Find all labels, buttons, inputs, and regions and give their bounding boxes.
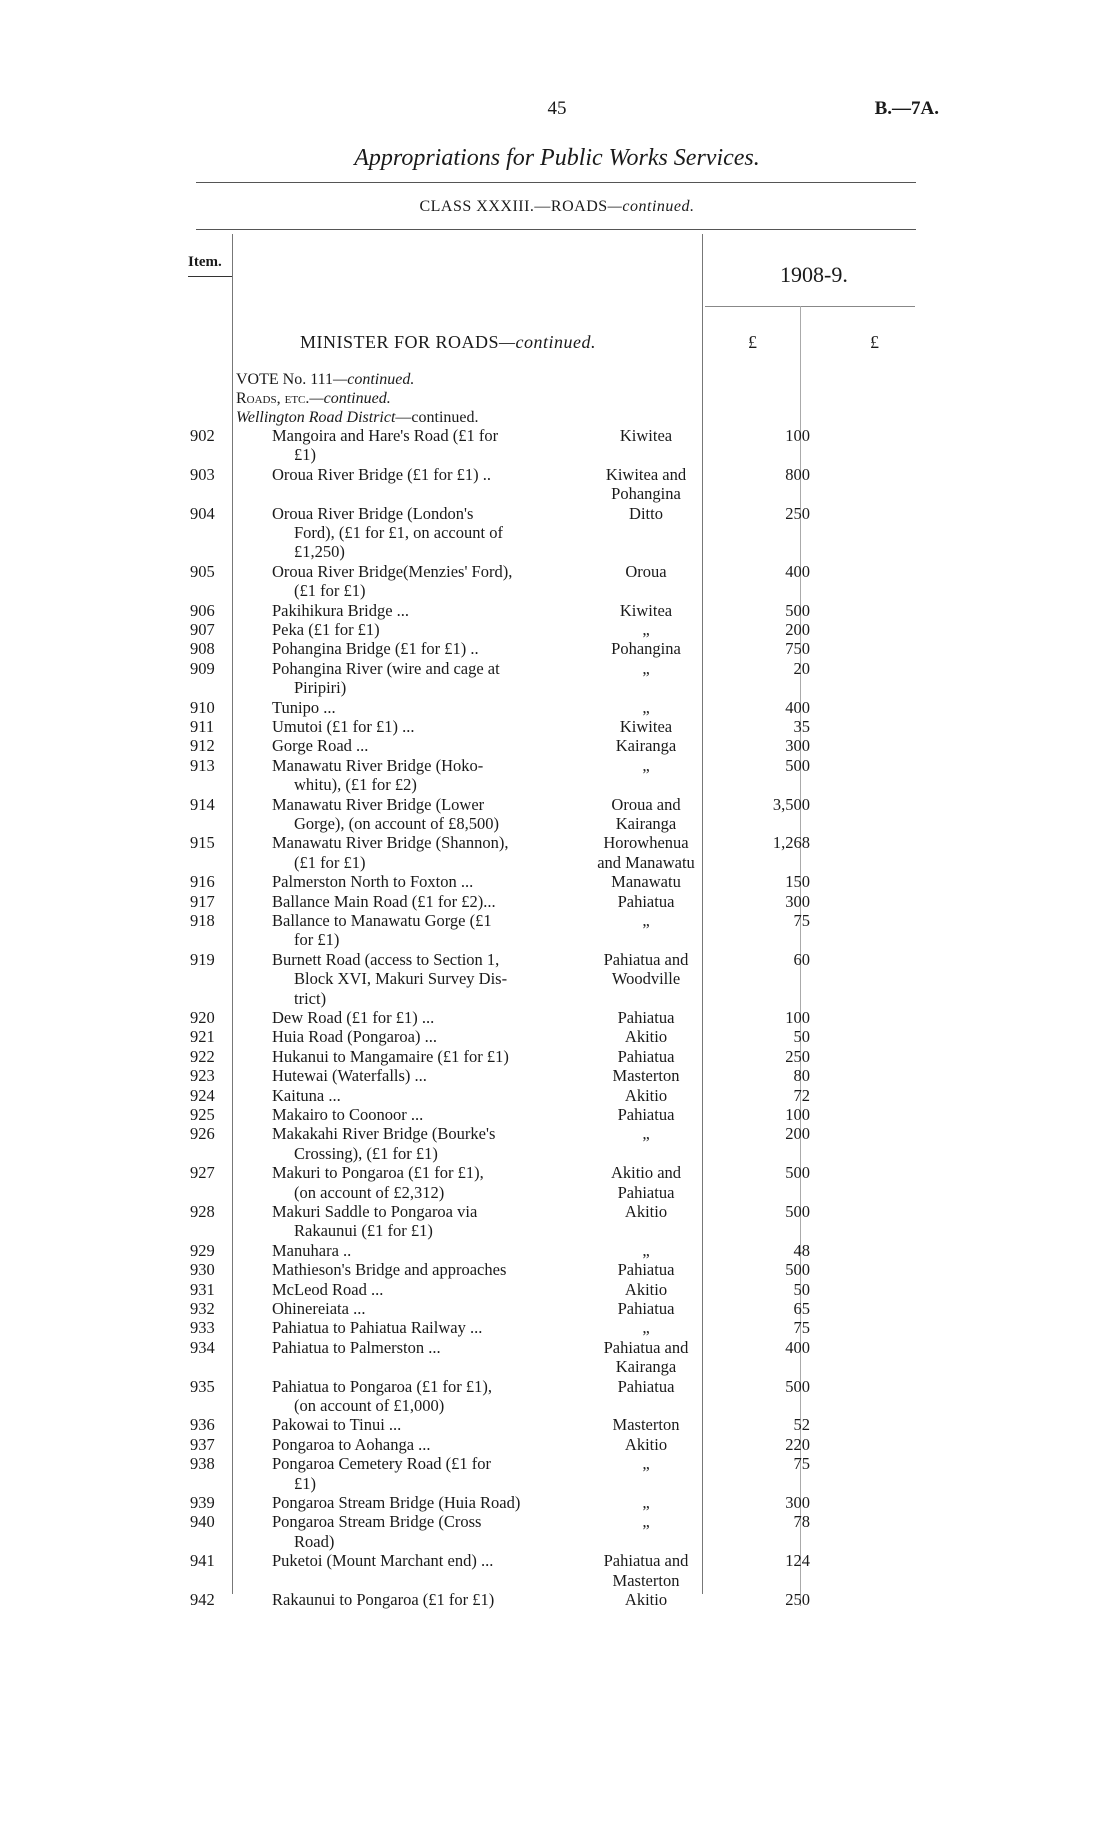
district-name — [586, 1318, 706, 1337]
district-name — [586, 756, 706, 775]
amount-value: 500 — [785, 1260, 810, 1280]
pound-symbol-amount: £ — [748, 332, 757, 352]
item-number: 917 — [190, 891, 215, 911]
district-name — [586, 1260, 706, 1279]
description-line: trict) — [294, 988, 327, 1008]
item-description — [272, 659, 578, 698]
item-number: 922 — [190, 1046, 215, 1066]
description-line: Pakowai to Tinui ... — [272, 1415, 402, 1435]
item-description — [272, 601, 578, 620]
vote-line — [236, 370, 479, 389]
item-number: 933 — [190, 1318, 215, 1338]
item-number: 909 — [190, 658, 215, 678]
district-name — [586, 1047, 706, 1066]
class-rule — [196, 229, 916, 230]
district-name — [586, 1415, 706, 1434]
description-line: Crossing), (£1 for £1) — [294, 1143, 438, 1163]
item-description — [272, 1377, 578, 1416]
item-number: 934 — [190, 1337, 215, 1357]
item-number: 912 — [190, 736, 215, 756]
item-number: 939 — [190, 1493, 215, 1512]
item-number: 938 — [190, 1454, 215, 1474]
amount-value: 500 — [785, 600, 810, 620]
amount-value: 250 — [785, 1046, 810, 1066]
description-line: Burnett Road (access to Section 1, — [272, 949, 500, 969]
description-line: (on account of £2,312) — [294, 1182, 445, 1202]
item-number: 918 — [190, 911, 215, 930]
item-description — [272, 1551, 578, 1570]
district-line: Kiwitea — [619, 426, 673, 445]
district-name — [586, 1027, 706, 1046]
item-description — [272, 1454, 578, 1493]
item-description — [272, 950, 578, 1008]
description-line: Mangoira and Hare's Road (£1 for — [272, 426, 499, 445]
district-line: Masterton — [612, 1570, 680, 1590]
description-line: Gorge), (on account of £8,500) — [294, 814, 499, 833]
district-name — [586, 601, 706, 620]
description-line: Pahiatua to Pongaroa (£1 for £1), — [272, 1376, 492, 1396]
district-name — [586, 1066, 706, 1085]
item-number: 929 — [190, 1240, 215, 1260]
item-description — [272, 1105, 578, 1124]
item-number: 919 — [190, 949, 215, 969]
item-number: 916 — [190, 872, 215, 892]
page-number: 45 — [547, 98, 567, 119]
amount-value: 50 — [793, 1279, 810, 1299]
description-line: Makairo to Coonoor ... — [272, 1105, 424, 1124]
district-name — [586, 1493, 706, 1512]
amount-value: 250 — [785, 1590, 810, 1609]
district-line: Pahiatua — [617, 1260, 675, 1280]
item-column-divider — [232, 234, 233, 1594]
amount-value: 300 — [785, 891, 810, 911]
district-line: „ — [642, 755, 650, 775]
amount-value: 3,500 — [772, 794, 810, 814]
item-number: 923 — [190, 1066, 215, 1086]
item-number: 932 — [190, 1299, 215, 1318]
district-line: Pahiatua and — [603, 1551, 689, 1571]
district-line: Masterton — [612, 1415, 680, 1435]
class-heading-text: CLASS XXXIII.—ROADS — [419, 198, 608, 215]
item-number: 915 — [190, 833, 215, 853]
item-description — [272, 639, 578, 658]
item-number: 931 — [190, 1279, 215, 1299]
district-name — [586, 795, 706, 834]
item-description — [272, 1338, 578, 1357]
item-number: 928 — [190, 1202, 215, 1221]
district-line: Pahiatua — [617, 1008, 675, 1027]
description-line: Peka (£1 for £1) — [272, 620, 380, 639]
district-line: Ditto — [629, 503, 663, 523]
amount-value: 50 — [793, 1027, 810, 1047]
item-description — [272, 1280, 578, 1299]
amount-value: 72 — [793, 1085, 810, 1105]
description-line: Pohangina Bridge (£1 for £1) .. — [272, 639, 479, 659]
district-name — [586, 1163, 706, 1202]
amount-value: 60 — [793, 949, 810, 969]
district-name — [586, 911, 706, 930]
description-line: Ford), (£1 for £1, on account of — [294, 523, 503, 542]
district-line: and Manawatu — [597, 852, 695, 872]
item-column-header: Item. — [188, 254, 222, 270]
item-number: 937 — [190, 1434, 215, 1454]
district-name — [586, 1377, 706, 1396]
district-name — [586, 1241, 706, 1260]
district-name — [586, 639, 706, 658]
description-line: Tunipo ... — [272, 697, 336, 717]
amount-value: 300 — [785, 1493, 810, 1512]
description-line: Makakahi River Bridge (Bourke's — [272, 1124, 496, 1144]
item-description — [272, 465, 578, 484]
item-number: 940 — [190, 1512, 215, 1532]
item-description — [272, 1318, 578, 1337]
district-line: Pahiatua and — [603, 1337, 689, 1357]
item-description — [272, 698, 578, 717]
description-line: Makuri Saddle to Pongaroa via — [272, 1202, 478, 1221]
description-line: Block XVI, Makuri Survey Dis- — [294, 969, 508, 989]
description-line: Piripiri) — [294, 678, 347, 698]
amount-value: 75 — [793, 1454, 810, 1474]
district-name — [586, 717, 706, 736]
description-line: Ohinereiata ... — [272, 1299, 366, 1318]
description-line: Road) — [294, 1531, 335, 1551]
description-line: Oroua River Bridge (London's — [272, 503, 474, 523]
district-line-suffix: —continued. — [395, 409, 479, 426]
description-line: Pongaroa Stream Bridge (Huia Road) — [272, 1493, 521, 1512]
district-line — [236, 408, 479, 427]
item-description — [272, 795, 578, 834]
item-number: 920 — [190, 1008, 215, 1027]
item-number: 903 — [190, 464, 215, 484]
district-line: „ — [642, 1124, 650, 1144]
description-line: Kaituna ... — [272, 1085, 341, 1105]
item-number: 905 — [190, 561, 215, 581]
district-name — [586, 504, 706, 523]
item-description — [272, 1008, 578, 1027]
item-description — [272, 756, 578, 795]
description-line: Manuhara .. — [272, 1240, 352, 1260]
district-line: Woodville — [611, 969, 681, 989]
district-name — [586, 1551, 706, 1590]
district-name — [586, 1202, 706, 1221]
description-line: Pohangina River (wire and cage at — [272, 658, 500, 678]
description-line: Manawatu River Bridge (Lower — [272, 794, 485, 814]
amount-value: 220 — [785, 1434, 810, 1454]
description-line: Pongaroa Stream Bridge (Cross — [272, 1512, 482, 1532]
district-name — [586, 1435, 706, 1454]
district-line: „ — [642, 1512, 650, 1532]
district-name — [586, 892, 706, 911]
item-description — [272, 1163, 578, 1202]
description-line: Oroua River Bridge (£1 for £1) .. — [272, 464, 492, 484]
item-number: 927 — [190, 1163, 215, 1183]
amount-value: 78 — [793, 1512, 810, 1532]
year-rule — [705, 306, 915, 307]
item-header-rule — [188, 276, 232, 277]
page-title: Appropriations for Public Works Services. — [354, 145, 760, 171]
item-number: 902 — [190, 426, 215, 445]
district-line: Kiwitea — [619, 717, 673, 736]
class-heading-suffix: —continued. — [607, 198, 695, 215]
pound-symbol-total: £ — [870, 332, 879, 352]
district-name — [586, 562, 706, 581]
description-line: Manawatu River Bridge (Hoko- — [272, 755, 484, 775]
amount-value: 48 — [793, 1240, 810, 1260]
item-number: 914 — [190, 794, 215, 814]
item-description — [272, 1299, 578, 1318]
district-line: Oroua — [625, 561, 667, 581]
district-line: Akitio — [624, 1590, 668, 1609]
description-line: Pakihikura Bridge ... — [272, 600, 410, 620]
amount-value: 500 — [785, 755, 810, 775]
amount-value: 500 — [785, 1202, 810, 1221]
district-line: Pahiatua — [617, 1182, 675, 1202]
description-line: Rakaunui (£1 for £1) — [294, 1221, 433, 1241]
item-description — [272, 1435, 578, 1454]
item-number: 942 — [190, 1590, 215, 1609]
amount-value: 20 — [793, 658, 810, 678]
description-line: Hukanui to Mangamaire (£1 for £1) — [272, 1046, 509, 1066]
amount-value: 52 — [793, 1415, 810, 1435]
item-description — [272, 1027, 578, 1046]
description-line: Pongaroa to Aohanga ... — [272, 1434, 431, 1454]
year-header: 1908-9. — [780, 262, 848, 287]
district-name — [586, 1105, 706, 1124]
item-description — [272, 504, 578, 562]
description-line: Mathieson's Bridge and approaches — [272, 1260, 507, 1280]
district-line: Kiwitea — [619, 600, 673, 620]
item-number: 925 — [190, 1105, 215, 1124]
vote-heading — [236, 370, 479, 427]
item-description — [272, 1241, 578, 1260]
amount-value: 1,268 — [772, 833, 810, 853]
amount-value: 400 — [785, 561, 810, 581]
district-name — [586, 1299, 706, 1318]
district-name — [586, 1124, 706, 1143]
item-number: 910 — [190, 697, 215, 717]
description-line: £1,250) — [294, 542, 345, 562]
amount-value: 75 — [793, 911, 810, 930]
district-line: Pahiatua — [617, 1376, 675, 1396]
item-number: 907 — [190, 620, 215, 639]
item-number: 904 — [190, 503, 215, 523]
district-name — [586, 1338, 706, 1377]
district-name — [586, 620, 706, 639]
district-line: Pahiatua — [617, 1046, 675, 1066]
amount-value: 500 — [785, 1376, 810, 1396]
item-number: 911 — [190, 717, 215, 736]
roads-line-suffix: —continued. — [309, 390, 391, 407]
amount-value: 500 — [785, 1163, 810, 1183]
item-description — [272, 426, 578, 465]
description-line: Ballance Main Road (£1 for £2)... — [272, 891, 496, 911]
item-number: 936 — [190, 1415, 215, 1435]
minister-heading — [300, 332, 596, 353]
district-name — [586, 736, 706, 755]
description-line: Palmerston North to Foxton ... — [272, 872, 474, 892]
item-description — [272, 1086, 578, 1105]
district-line: Akitio — [624, 1279, 668, 1299]
district-line: Pahiatua and — [603, 949, 689, 969]
district-line: „ — [642, 1454, 650, 1474]
item-description — [272, 833, 578, 872]
item-description — [272, 1260, 578, 1279]
amount-value: 800 — [785, 464, 810, 484]
amount-value: 100 — [785, 1008, 810, 1027]
district-line: Akitio — [624, 1085, 668, 1105]
item-description — [272, 872, 578, 891]
item-description — [272, 1066, 578, 1085]
district-line: „ — [642, 1493, 650, 1512]
description-line: Umutoi (£1 for £1) ... — [272, 717, 415, 736]
minister-heading-text: MINISTER FOR ROADS — [300, 332, 500, 352]
class-heading — [0, 198, 1114, 216]
district-line: Akitio — [624, 1434, 668, 1454]
description-line: Pongaroa Cemetery Road (£1 for — [272, 1454, 492, 1474]
description-line: Rakaunui to Pongaroa (£1 for £1) — [272, 1590, 495, 1609]
amount-value: 100 — [785, 1105, 810, 1124]
description-line: £1) — [294, 1473, 316, 1493]
amount-value: 65 — [793, 1299, 810, 1318]
minister-heading-suffix: —continued. — [499, 332, 597, 352]
district-line: Oroua and — [611, 794, 681, 814]
description-line: Pahiatua to Pahiatua Railway ... — [272, 1318, 483, 1338]
district-name — [586, 833, 706, 872]
district-name — [586, 426, 706, 445]
item-number: 908 — [190, 639, 215, 659]
roads-line — [236, 389, 479, 408]
description-line: Dew Road (£1 for £1) ... — [272, 1008, 435, 1027]
item-number: 906 — [190, 600, 215, 620]
district-name — [586, 1086, 706, 1105]
item-description — [272, 1415, 578, 1434]
district-name — [586, 1590, 706, 1609]
amount-value: 400 — [785, 697, 810, 717]
description-line: Makuri to Pongaroa (£1 for £1), — [272, 1163, 484, 1183]
amount-value: 250 — [785, 503, 810, 523]
item-description — [272, 1047, 578, 1066]
item-number: 926 — [190, 1124, 215, 1144]
district-line: Akitio — [624, 1202, 668, 1221]
item-number: 913 — [190, 755, 215, 775]
district-name — [586, 872, 706, 891]
district-line: Akitio and — [610, 1163, 682, 1183]
amount-value: 80 — [793, 1066, 810, 1086]
description-line: (on account of £1,000) — [294, 1396, 445, 1415]
description-line: Puketoi (Mount Marchant end) ... — [272, 1551, 494, 1571]
item-number: 930 — [190, 1260, 215, 1280]
amount-value: 150 — [785, 872, 810, 892]
item-description — [272, 736, 578, 755]
amount-value: 200 — [785, 620, 810, 639]
amount-value: 750 — [785, 639, 810, 659]
district-line-text: Wellington Road District — [236, 409, 396, 426]
description-line: £1) — [294, 445, 316, 465]
district-name — [586, 465, 706, 504]
district-name — [586, 950, 706, 989]
district-line: Akitio — [624, 1027, 668, 1047]
item-number: 921 — [190, 1027, 215, 1047]
item-description — [272, 717, 578, 736]
district-name — [586, 1454, 706, 1473]
district-line: Pahiatua — [617, 1105, 675, 1124]
district-line: „ — [642, 1318, 650, 1338]
item-description — [272, 1124, 578, 1163]
vote-line-suffix: —continued. — [333, 371, 415, 388]
district-name — [586, 1008, 706, 1027]
description-line: for £1) — [294, 930, 340, 950]
district-line: Pohangina — [611, 484, 681, 504]
district-line: „ — [642, 911, 650, 930]
amount-value: 35 — [793, 717, 810, 736]
district-name — [586, 659, 706, 678]
district-line: Kairanga — [615, 736, 677, 756]
description-line: Manawatu River Bridge (Shannon), — [272, 833, 509, 853]
item-description — [272, 562, 578, 601]
district-line: Pahiatua — [617, 891, 675, 911]
district-line: „ — [642, 620, 650, 639]
document-reference: B.—7A. — [874, 98, 939, 119]
district-line: Kairanga — [615, 1357, 677, 1377]
amount-value: 400 — [785, 1337, 810, 1357]
district-name — [586, 1512, 706, 1531]
district-line: Masterton — [612, 1066, 680, 1086]
district-line: Pahiatua — [617, 1299, 675, 1318]
roads-line-text: Roads, etc. — [236, 390, 310, 407]
description-line: Ballance to Manawatu Gorge (£1 — [272, 911, 492, 930]
item-number: 935 — [190, 1376, 215, 1396]
description-line: Huia Road (Pongaroa) ... — [272, 1027, 437, 1047]
amount-value: 300 — [785, 736, 810, 756]
item-description — [272, 911, 578, 950]
description-line: Oroua River Bridge(Menzies' Ford), — [272, 561, 513, 581]
description-line: McLeod Road ... — [272, 1279, 384, 1299]
district-line: Kairanga — [615, 814, 677, 833]
district-name — [586, 698, 706, 717]
district-line: „ — [642, 658, 650, 678]
district-line: „ — [642, 1240, 650, 1260]
item-description — [272, 1493, 578, 1512]
district-line: Kiwitea and — [605, 464, 687, 484]
item-number: 941 — [190, 1551, 215, 1571]
district-name — [586, 1280, 706, 1299]
description-line: Pahiatua to Palmerston ... — [272, 1337, 441, 1357]
description-line: (£1 for £1) — [294, 852, 366, 872]
description-line: Gorge Road ... — [272, 736, 369, 756]
title-rule — [196, 182, 916, 183]
item-description — [272, 620, 578, 639]
item-number: 924 — [190, 1085, 215, 1105]
item-description — [272, 892, 578, 911]
description-line: Hutewai (Waterfalls) ... — [272, 1066, 427, 1086]
district-line: Manawatu — [611, 872, 681, 892]
amount-value: 75 — [793, 1318, 810, 1338]
district-line: „ — [642, 697, 650, 717]
amount-value: 200 — [785, 1124, 810, 1144]
vote-line-text: VOTE No. 111 — [236, 371, 334, 388]
amount-value: 100 — [785, 426, 810, 445]
district-line: Horowhenua — [603, 833, 689, 853]
amount-value: 124 — [785, 1551, 810, 1571]
item-description — [272, 1202, 578, 1241]
description-line: whitu), (£1 for £2) — [294, 775, 417, 795]
item-description — [272, 1512, 578, 1551]
district-line: Pohangina — [611, 639, 681, 659]
item-description — [272, 1590, 578, 1609]
description-line: (£1 for £1) — [294, 581, 366, 601]
